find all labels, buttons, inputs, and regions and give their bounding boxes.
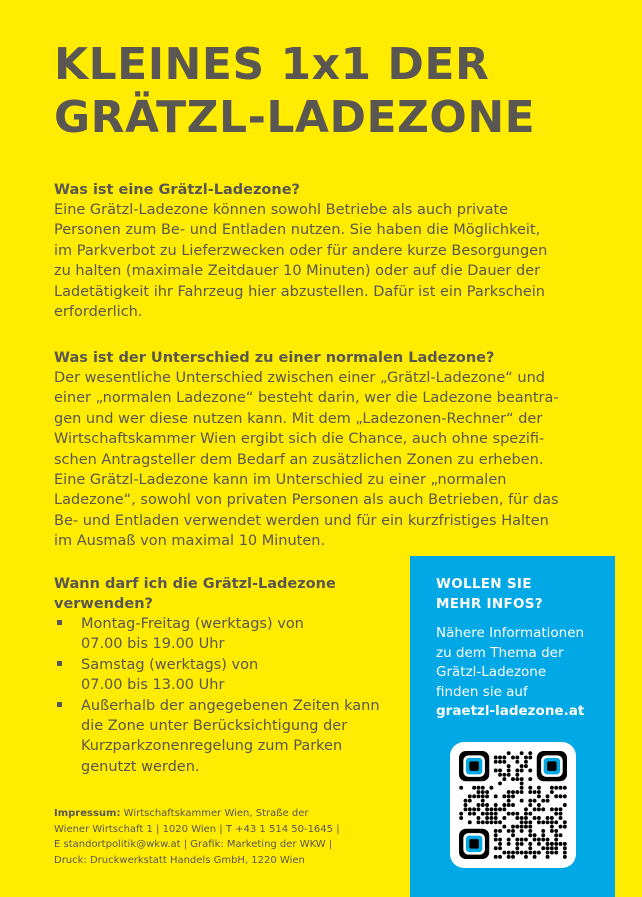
body-line: erforderlich. [54, 304, 143, 321]
section-what-is [54, 180, 599, 322]
qr-code-icon[interactable] [450, 742, 576, 868]
square-bullet-icon [57, 702, 62, 707]
title-line-1: KLEINES 1x1 DER [54, 39, 490, 90]
website-link[interactable]: graetzl-ladezone.at [436, 703, 585, 719]
title-line-2: GRÄTZL-LADEZONE [54, 92, 536, 143]
section-question: Was ist der Unterschied zu einer normalen Ladezone? [54, 350, 495, 366]
info-line: Grätzl-Ladezone [436, 664, 547, 680]
heading-line: WOLLEN SIE [436, 576, 532, 592]
item-line: Montag-Freitag (werktags) von [81, 616, 304, 632]
info-box-text [436, 624, 584, 722]
body-line: Ladezone“, sowohl von privaten Personen als auch Betrieben, für das [54, 492, 559, 509]
imprint-line: Wiener Wirtschaft 1 | 1020 Wien | T +43 1 514 50-1645 | [54, 823, 340, 835]
body-line: Ladetätigkeit ihr Fahrzeug hier abzustellen. Dafür ist ein Parkschein [54, 283, 545, 300]
item-line: genutzt werden. [81, 758, 200, 775]
body-line: Eine Grätzl-Ladezone kann im Unterschied zu einer „normalen [54, 472, 507, 489]
section-body [54, 368, 599, 552]
imprint [54, 806, 394, 868]
body-line: Wirtschaftskammer Wien ergibt sich die Chance, auch ohne spezifi- [54, 431, 545, 448]
body-line: Personen zum Be- und Entladen nutzen. Sie haben die Möglichkeit, [54, 222, 541, 239]
info-box-heading [436, 574, 543, 614]
question-line: Wann darf ich die Grätzl-Ladezone [54, 576, 336, 592]
item-line: Außerhalb der angegebenen Zeiten kann [81, 697, 380, 714]
item-line: die Zone unter Berücksichtigung der [81, 718, 348, 735]
info-line: finden sie auf [436, 683, 528, 700]
info-line: zu dem Thema der [436, 644, 564, 661]
body-line: zu halten (maximale Zeitdauer 10 Minuten) oder auf die Dauer der [54, 263, 541, 280]
list-item [54, 696, 399, 778]
heading-line: MEHR INFOS? [436, 596, 543, 612]
item-line: 07.00 bis 13.00 Uhr [81, 677, 225, 694]
body-line: Eine Grätzl-Ladezone können sowohl Betriebe als auch private [54, 202, 509, 218]
info-line: Nähere Informationen [436, 625, 585, 641]
imprint-line: Druck: Druckwerkstatt Handels GmbH, 1220 Wien [54, 854, 305, 866]
page-title [54, 38, 535, 144]
info-box [410, 556, 615, 897]
item-line: 07.00 bis 19.00 Uhr [81, 636, 225, 653]
body-line: gen und wer diese nutzen kann. Mit dem „Ladezonen-Rechner“ der [54, 410, 543, 427]
list-item [54, 655, 399, 696]
section-question: Was ist eine Grätzl-Ladezone? [54, 182, 300, 198]
square-bullet-icon [57, 661, 62, 666]
imprint-line: E standortpolitik@wkw.at | Grafik: Marketing der WKW | [54, 839, 333, 850]
section-when [54, 574, 399, 777]
body-line: Der wesentliche Unterschied zwischen einer „Grätzl-Ladezone“ und [54, 370, 545, 386]
question-line: verwenden? [54, 596, 153, 612]
square-bullet-icon [57, 620, 62, 625]
hours-list [54, 614, 399, 777]
body-line: einer „normalen Ladezone“ besteht darin, wer die Ladezone beantra- [54, 390, 559, 407]
section-question [54, 574, 399, 614]
imprint-label: Impressum: [54, 808, 121, 819]
body-line: im Parkverbot zu Lieferzwecken oder für andere kurze Besorgungen [54, 242, 548, 259]
list-item [54, 614, 399, 655]
body-line: schen Antragsteller dem Bedarf an zusätzlichen Zonen zu erheben. [54, 451, 544, 468]
body-line: im Ausmaß von maximal 10 Minuten. [54, 533, 326, 550]
qr-code-graphic [459, 751, 567, 859]
item-line: Samstag (werktags) von [81, 656, 259, 673]
imprint-line [54, 806, 394, 822]
body-line: Be- und Entladen verwendet werden und für ein kurzfristiges Halten [54, 512, 549, 529]
section-difference [54, 348, 599, 552]
imprint-text: Wirtschaftskammer Wien, Straße der [120, 808, 309, 819]
item-line: Kurzparkzonenregelung zum Parken [81, 738, 343, 755]
section-body [54, 200, 599, 322]
